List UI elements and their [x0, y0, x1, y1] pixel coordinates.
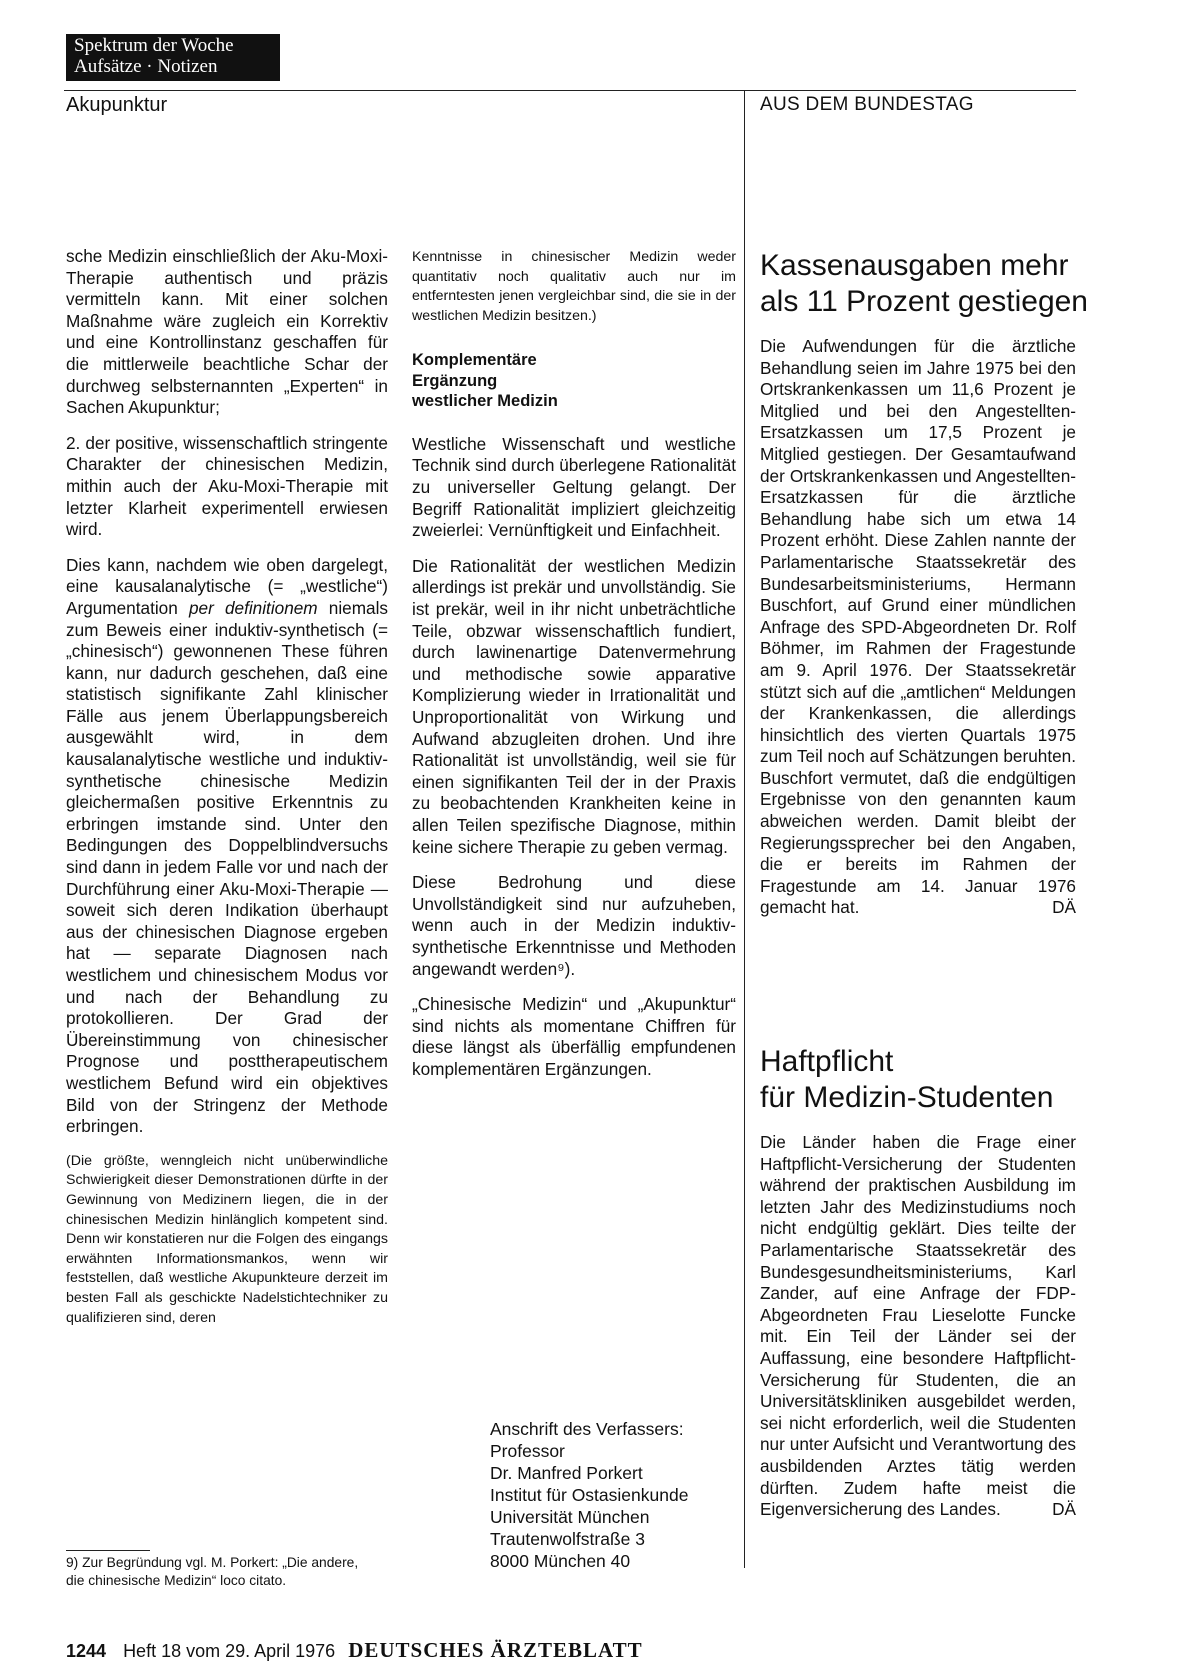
news-body-1 [760, 336, 1076, 919]
author-signature: DÄ [1052, 897, 1076, 918]
badge-line-2: Aufsätze · Notizen [74, 56, 218, 77]
subheading-line: Komplementäre [412, 351, 537, 370]
subheading-line: Ergänzung [412, 371, 498, 390]
author-address [490, 1418, 770, 1572]
paragraph [760, 336, 1076, 919]
headline-line: Haftpflicht [760, 1045, 894, 1078]
article-column-1 [66, 246, 388, 1342]
badge-line-1: Spektrum der Woche [74, 35, 234, 56]
footnote: 9) Zur Begründung vgl. M. Porkert: „Die andere, die chinesische Medizin“ loco citato. [66, 1555, 359, 1588]
address-line: Professor [490, 1441, 565, 1461]
paragraph: 2. der positive, wissenschaftlich stringente Charakter der chinesischen Medizin, mithin auch der Aku-Moxi-Therapie mit letzter Klarheit experimentell erwiesen wird. [66, 432, 388, 540]
text-run: Die Aufwendungen für die ärztliche Behandlung seien im Jahre 1975 bei den Ortskrankenkassen um 11,6 Prozent je Mitglied und bei den Angestellten-Ersatzkassen um 17,5 Prozent je Mitglied gestiegen. Der Gesamtaufwand der Ortskrankenkassen und Angestellten-Ersatzkassen für die ärztliche Behandlung habe sich um etwa 14 Prozent erhöht. Diese Zahlen nannte der Parlamentarische Staatssekretär des Bundesarbeitsministeriums, Hermann Buschfort, auf Grund einer mündlichen Anfrage des SPD-Abgeordneten Dr. Rolf Böhmer, im Rahmen der Fragestunde am 9. April 1976. Der Staatssekretär stützt sich auf die „amtlichen“ Meldungen der Krankenkassen, die allerdings hinsichtlich des vierten Quartals 1975 zum Teil noch auf Schätzungen beruhten. Buschfort vermutet, daß die endgültigen Ergebnisse von den genannten kaum abweichen werden. Damit bleibt der Regierungssprecher bei den Angaben, die er bereits im Rahmen der Fragestunde am 14. Januar 1976 gemacht hat. [760, 336, 1076, 918]
header-rule [64, 90, 1076, 91]
section-title-right: AUS DEM BUNDESTAG [760, 94, 974, 115]
headline-line: als 11 Prozent gestiegen [760, 285, 1088, 318]
author-signature: DÄ [1052, 1499, 1076, 1520]
news-headline-1 [760, 248, 1090, 320]
column-divider [744, 90, 745, 1568]
issue-info: Heft 18 vom 29. April 1976 [123, 1641, 336, 1661]
footnote-rule [66, 1550, 150, 1551]
section-title-left: Akupunktur [66, 94, 168, 116]
headline-line: für Medizin-Studenten [760, 1081, 1054, 1114]
emphasis: per definitionem [188, 597, 318, 618]
subheading [412, 350, 736, 412]
paragraph: „Chinesische Medizin“ und „Akupunktur“ sind nichts als momentane Chiffren für diese längst als überfällig empfundenen komplementären Ergänzungen. [412, 994, 736, 1079]
address-line: Universität München [490, 1507, 650, 1527]
paragraph [66, 555, 388, 1138]
address-line: Trautenwolfstraße 3 [490, 1529, 645, 1549]
address-line: Dr. Manfred Porkert [490, 1463, 643, 1483]
paragraph [760, 1132, 1076, 1521]
text-run: Dies kann, nachdem wie oben dargelegt, eine kausalanalytische (= „westliche“) Argumentation [66, 554, 388, 618]
address-line: Institut für Ostasienkunde [490, 1485, 689, 1505]
paragraph: sche Medizin einschließlich der Aku-Moxi-Therapie authentisch und präzis vermitteln kann. Mit einer solchen Maßnahme wäre zugleich ein Korrektiv und eine Kontrollinstanz geschaffen für die mittlerweile beachtliche Schar der durchweg selbsternannten „Experten“ in Sachen Akupunktur; [66, 246, 388, 418]
address-line: Anschrift des Verfassers: [490, 1419, 684, 1439]
paragraph: Die Rationalität der westlichen Medizin allerdings ist prekär und unvollständig. Sie ist prekär, weil in ihr nicht unbeträchtliche Teile, obzwar wissenschaftlich fundiert, durch lawinenartige Datenvermehrung und methodische sowie apparative Komplizierung wieder in Irrationalität und Unproportionalität von Wirkung und Aufwand abzugleiten drohen. Und ihre Rationalität ist unvollständig, weil sie für einen signifikanten Teil der in der Praxis zu beobachtenden Krankheiten keine in allen Teilen spezifische Diagnose, mithin keine sichere Therapie zu geben vermag. [412, 555, 736, 857]
small-paragraph: (Die größte, wenngleich nicht unüberwindliche Schwierigkeit dieser Demonstrationen dürfte in der Gewinnung von Medizinern liegen, die in der chinesischen Medizin hinlänglich kompetent sind. Denn wir konstatieren nur die Folgen des eingangs erwähnten Informationsmankos, wenn wir feststellen, daß westliche Akupunkteure derzeit im besten Fall als geschickte Nadelstichtechniker zu qualifizieren sind, deren [66, 1152, 388, 1326]
section-badge [66, 34, 280, 81]
small-paragraph: Kenntnisse in chinesischer Medizin weder quantitativ noch qualitativ auch nur im entferntesten jenen vergleichbar sind, die sie in der westlichen Medizin besitzen.) [412, 249, 736, 324]
news-body-2 [760, 1132, 1076, 1521]
page-footer [66, 1638, 643, 1663]
paragraph: Diese Bedrohung und diese Unvollständigkeit sind nur aufzuheben, wenn auch in der Medizin induktiv-synthetische Erkenntnisse und Methoden angewandt werden⁹). [412, 872, 736, 979]
paragraph: Westliche Wissenschaft und westliche Technik sind durch überlegene Rationalität zu universeller Geltung gelangt. Der Begriff Rationalität impliziert gleichzeitig zweierlei: Vernünftigkeit und Einfachheit. [412, 433, 736, 541]
text-run: niemals zum Beweis einer induktiv-synthetisch (= „chinesisch“) gewonnenen These führen kann, nur dadurch geschehen, daß eine statistisch signifikante Zahl klinischer Fälle aus jenem Überlappungsbereich ausgewählt wird, in dem kausalanalytische westliche und induktiv-synthetische chinesische Medizin gleichermaßen positive Erkenntnis zu erbringen imstande sind. Unter den Bedingungen des Doppelblindversuchs sind dann in jedem Falle vor und nach der Durchführung einer Aku-Moxi-Therapie — soweit sich deren Indikation überhaupt aus der chinesischen Diagnose ergeben hat — separate Diagnosen nach westlichem und chinesischem Modus vor und nach der Behandlung zu protokollieren. Der Grad der Übereinstimmung von chinesischer Prognose und posttherapeutischem westlichem Befund wird ein objektives Bild von der Stringenz der Methode erbringen. [66, 597, 389, 1137]
headline-line: Kassenausgaben mehr [760, 249, 1069, 282]
news-headline-2 [760, 1044, 1090, 1116]
page-number: 1244 [66, 1641, 107, 1661]
article-column-2 [412, 248, 736, 1095]
text-run: Die Länder haben die Frage einer Haftpflicht-Versicherung der Studenten während der praktischen Ausbildung im letzten Jahr des Medizinstudiums noch nicht endgültig geklärt. Dies teilte der Parlamentarische Staatssekretär des Bundesgesundheitsministeriums, Karl Zander, auf eine Anfrage der FDP-Abgeordneten Frau Lieselotte Funcke mit. Ein Teil der Länder sei der Auffassung, eine besondere Haftpflicht-Versicherung für Studenten, die an Universitätskliniken ausgebildet werden, sei nicht erforderlich, weil die Studenten nur unter Aufsicht und Verantwortung des ausbildenden Arztes tätig werden dürften. Zudem hafte meist die Eigenversicherung des Landes. [760, 1132, 1076, 1520]
address-line: 8000 München 40 [490, 1551, 631, 1571]
subheading-line: westlicher Medizin [412, 392, 558, 411]
magazine-title: DEUTSCHES ÄRZTEBLATT [348, 1638, 643, 1662]
